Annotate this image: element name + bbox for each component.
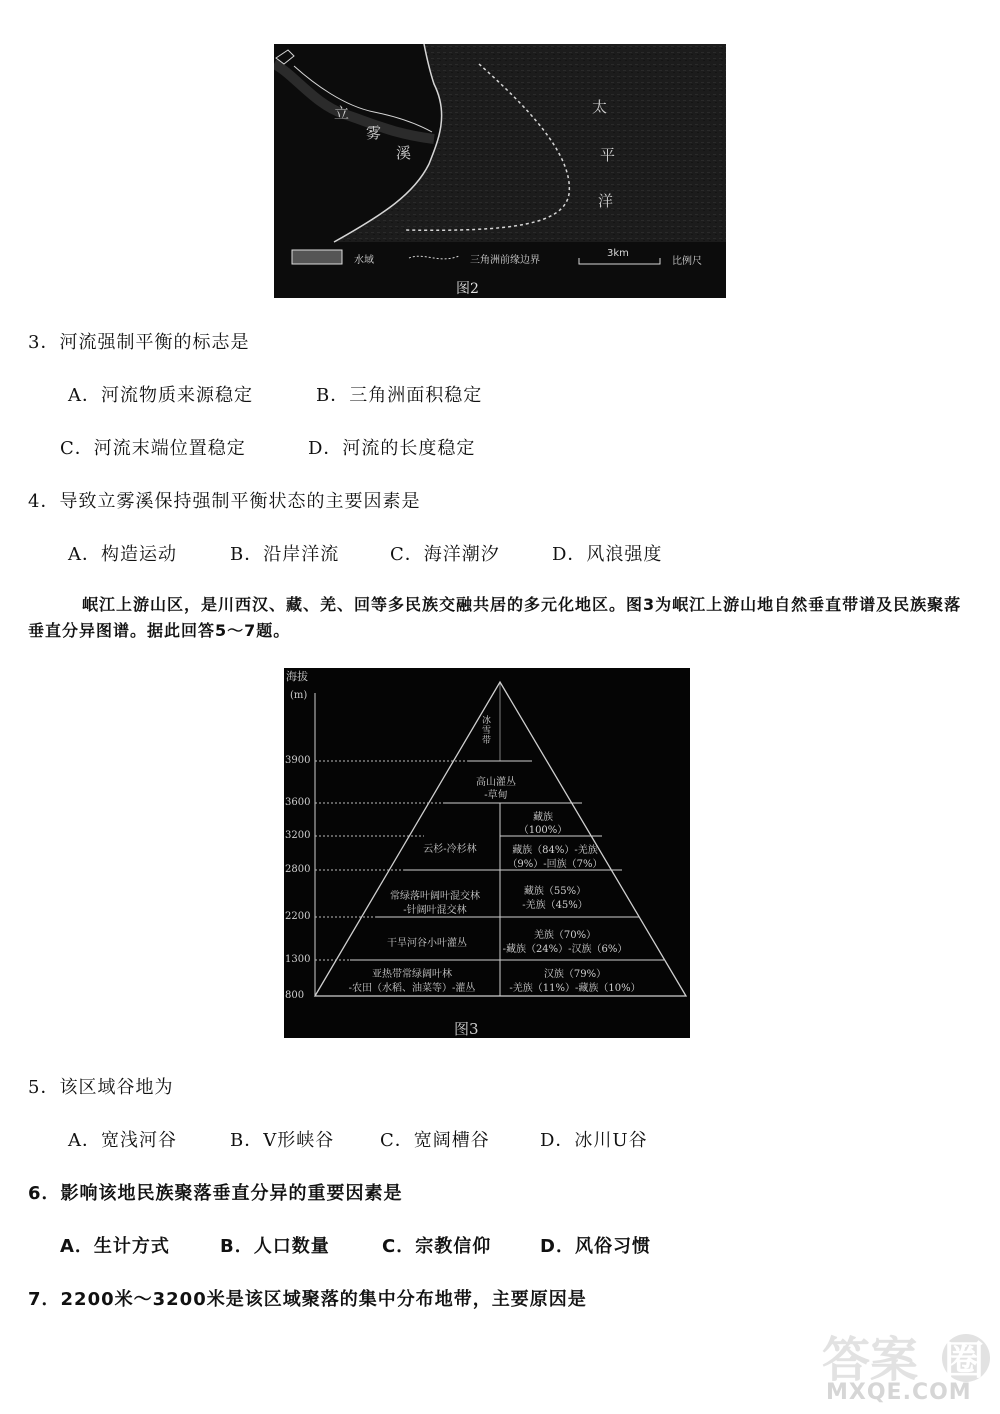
q4-option-c: C．海洋潮汐 [390,544,500,565]
ethnic-band-3-a: 藏族（55%） [523,886,587,897]
ethnic-band-1-b: （100%） [518,825,568,836]
zone-sub-2: -农田（水稻、油菜等）-灌丛 [348,983,476,994]
zone-arid: 干旱河谷小叶灌丛 [387,938,467,949]
q6-option-b: B．人口数量 [220,1236,330,1257]
river-char-2: 雾 [366,124,382,142]
tick-800: 800 [285,990,305,1001]
q4-option-b: B．沿岸洋流 [230,544,340,565]
q3-option-c: C．河流末端位置稳定 [60,438,246,459]
tick-3600: 3600 [285,797,311,808]
axis-title: 海拔 [286,670,308,683]
figure-3-pyramid [284,668,690,1038]
tick-2800: 2800 [285,864,311,875]
ethnic-band-1-a: 藏族 [533,812,553,823]
q4-stem: 4．导致立雾溪保持强制平衡状态的主要因素是 [28,491,421,512]
q6-option-a: A．生计方式 [60,1236,170,1257]
q3-option-a: A．河流物质来源稳定 [68,385,253,406]
tick-1300: 1300 [285,954,311,965]
legend-scale-label: 比例尺 [672,256,702,267]
ocean-char-3: 洋 [598,192,614,210]
scale-value: 3km [607,248,629,259]
zone-sub-1: 亚热带常绿阔叶林 [372,969,452,980]
ethnic-band-2-b: （9%）-回族（7%） [507,859,603,870]
q5-option-b: B．V形峡谷 [230,1130,335,1151]
zone-snow: 冰雪带 [482,716,492,746]
q6-option-d: D．风俗习惯 [540,1236,651,1257]
zone-mixed-2: -针阔叶混交林 [403,905,467,916]
figure-3-caption: 图3 [454,1020,479,1038]
river-char-1: 立 [334,104,350,122]
figure-2-map [274,44,726,298]
watermark-url: MXQE.COM [826,1380,972,1405]
zone-alpine-1: 高山灌丛 [476,777,516,788]
q5-stem: 5．该区域谷地为 [28,1077,174,1098]
axis-unit: (m) [290,690,308,701]
svg-text:圈: 圈 [944,1338,984,1384]
legend-delta-edge-label: 三角洲前缘边界 [470,255,540,266]
ethnic-band-4-b: -藏族（24%）-汉族（6%） [502,944,628,955]
q4-option-d: D．风浪强度 [552,544,663,565]
ocean-char-1: 太 [592,98,608,116]
ethnic-band-5-a: 汉族（79%） [543,969,607,980]
ethnic-band-5-b: -羌族（11%）-藏族（10%） [509,983,641,994]
q3-option-b: B．三角洲面积稳定 [316,385,483,406]
q7-stem: 7．2200米～3200米是该区域聚落的集中分布地带，主要原因是 [28,1289,587,1310]
svg-text:答案: 答案 [822,1332,919,1388]
q3-option-d: D．河流的长度稳定 [308,438,476,459]
river-char-3: 溪 [396,144,412,162]
ethnic-band-3-b: -羌族（45%） [522,900,588,911]
tick-3200: 3200 [285,830,311,841]
passage-5-7: 岷江上游山区，是川西汉、藏、羌、回等多民族交融共居的多元化地区。图3为岷江上游山地自然垂直带谱及民族聚落垂直分异图谱。据此回答5～7题。 [28,595,962,640]
tick-3900: 3900 [285,755,311,766]
zone-spruce: 云杉-冷杉林 [423,844,477,855]
zone-mixed-1: 常绿落叶阔叶混交林 [390,891,480,902]
ethnic-band-2-a: 藏族（84%）-羌族 [512,845,598,856]
ethnic-band-4-a: 羌族（70%） [533,930,597,941]
ocean-char-2: 平 [600,146,616,164]
q3-stem: 3．河流强制平衡的标志是 [28,332,250,353]
zone-alpine-2: -草甸 [484,790,508,801]
legend-water-label: 水域 [354,255,374,266]
figure-2-caption: 图2 [456,281,479,297]
q6-stem: 6．影响该地民族聚落垂直分异的重要因素是 [28,1183,403,1204]
q5-option-c: C．宽阔槽谷 [380,1130,490,1151]
q4-option-a: A．构造运动 [68,544,177,565]
q5-option-d: D．冰川U谷 [540,1130,648,1151]
q5-option-a: A．宽浅河谷 [68,1130,177,1151]
tick-2200: 2200 [285,911,311,922]
q6-option-c: C．宗教信仰 [382,1236,492,1257]
